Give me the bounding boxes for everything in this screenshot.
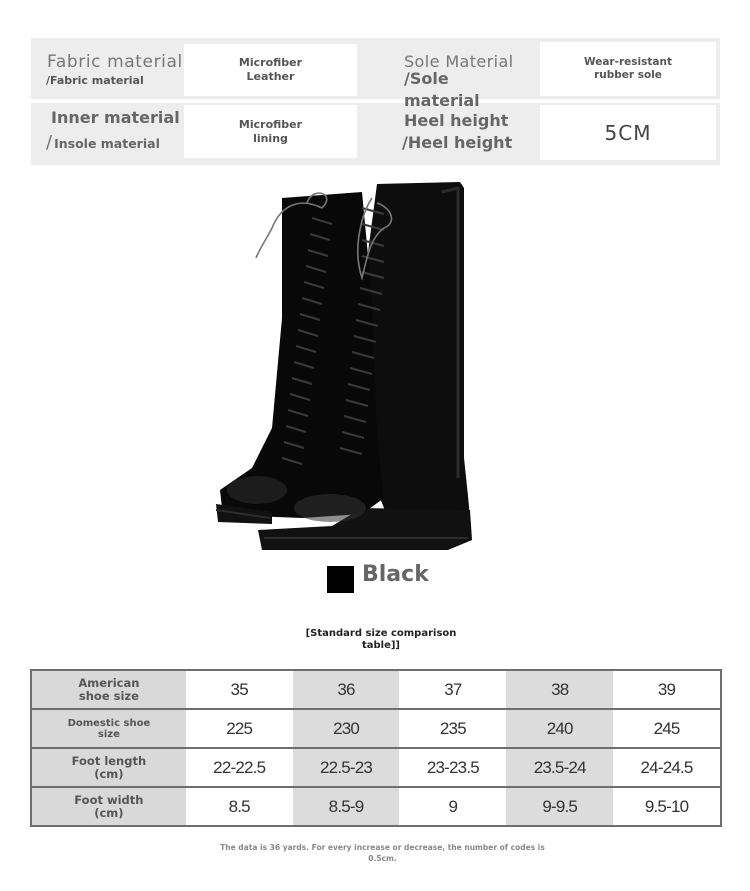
table-cell: 9.5-10	[613, 787, 721, 826]
inner-value-line2: lining	[253, 131, 288, 145]
table-cell: 22.5-23	[293, 748, 400, 787]
table-cell: 235	[399, 709, 506, 748]
row-header-foot-length: Foot length (cm)	[31, 748, 186, 787]
inner-material-label: Inner material	[51, 108, 180, 127]
sole-value-line1: Wear-resistant	[584, 56, 672, 68]
table-cell: 9	[399, 787, 506, 826]
size-comparison-table	[30, 669, 722, 827]
fabric-value-line2: Leather	[246, 70, 295, 83]
spec-divider	[31, 99, 720, 103]
table-cell: 225	[186, 709, 293, 748]
row-header-foot-width: Foot width (cm)	[31, 787, 186, 826]
table-cell: 8.5	[186, 787, 293, 826]
color-swatch-black[interactable]	[327, 566, 354, 593]
table-cell: 23.5-24	[506, 748, 613, 787]
heel-height-value: 5CM	[540, 105, 716, 160]
size-table-title	[291, 628, 471, 652]
sole-value-line2: rubber sole	[594, 69, 662, 81]
fabric-material-sublabel: /Fabric material	[46, 74, 144, 87]
inner-value-line1: Microfiber	[238, 117, 303, 131]
table-cell: 24-24.5	[613, 748, 721, 787]
fabric-value-line1: Microfiber	[238, 56, 303, 69]
table-cell: 230	[293, 709, 400, 748]
table-row	[31, 709, 721, 748]
sole-material-label: Sole Material	[404, 52, 514, 71]
table-cell: 35	[186, 670, 293, 709]
heel-height-sublabel: /Heel height	[402, 133, 513, 152]
row-header-domestic-size: Domestic shoe size	[31, 709, 186, 748]
row-header-american-size: American shoe size	[31, 670, 186, 709]
inner-material-sublabel	[46, 132, 160, 153]
table-row	[31, 787, 721, 826]
table-cell: 39	[613, 670, 721, 709]
table-row	[31, 748, 721, 787]
table-cell: 23-23.5	[399, 748, 506, 787]
table-cell: 37	[399, 670, 506, 709]
fabric-material-value	[184, 44, 357, 96]
insole-material-text: Insole material	[54, 136, 160, 151]
table-cell: 9-9.5	[506, 787, 613, 826]
size-table-title-line1: [Standard size comparison	[305, 628, 457, 639]
table-row	[31, 670, 721, 709]
spec-panel	[31, 38, 720, 165]
table-cell: 38	[506, 670, 613, 709]
footnote-line1: The data is 36 yards. For every increase or decrease, the number of codes is	[220, 843, 545, 852]
table-cell: 240	[506, 709, 613, 748]
size-table-title-line2: table]]	[361, 640, 401, 651]
heel-height-label: Heel height	[404, 111, 509, 130]
table-cell: 22-22.5	[186, 748, 293, 787]
color-name: Black	[362, 562, 429, 587]
size-footnote	[210, 842, 555, 864]
table-cell: 245	[613, 709, 721, 748]
table-cell: 8.5-9	[293, 787, 400, 826]
fabric-material-label: Fabric material	[47, 52, 183, 72]
boots-product-image	[212, 178, 474, 556]
sole-material-value	[540, 42, 716, 96]
sole-material-sublabel: /Sole material	[404, 69, 480, 110]
footnote-line2: 0.5cm.	[368, 854, 397, 863]
table-cell: 36	[293, 670, 400, 709]
inner-material-value	[184, 105, 357, 158]
slash: /	[46, 132, 53, 153]
